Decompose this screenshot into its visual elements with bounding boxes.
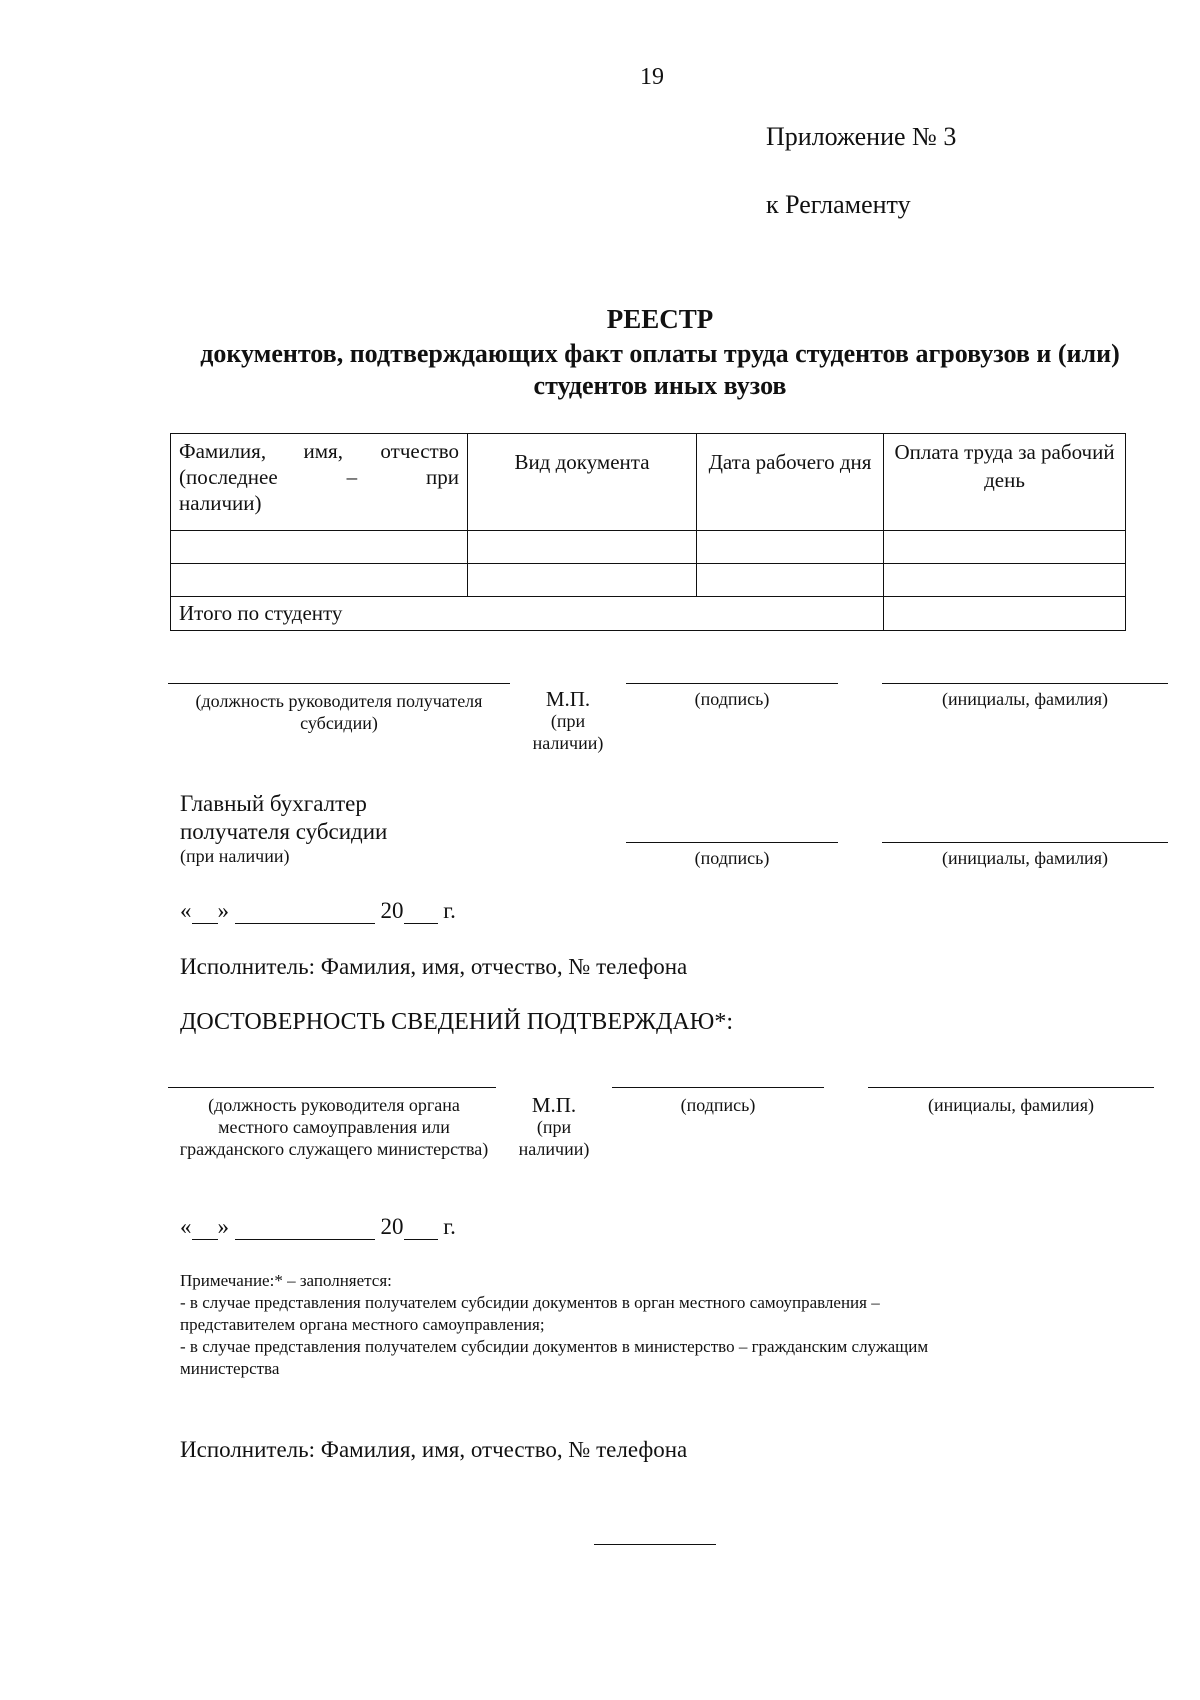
- confirm-heading: ДОСТОВЕРНОСТЬ СВЕДЕНИЙ ПОДТВЕРЖДАЮ*:: [180, 1009, 734, 1035]
- position-caption: (должность руководителя получателя субсидии): [195, 691, 483, 733]
- footnote-line: - в случае представления получателем субсидии документов в министерство – гражданским служащим: [180, 1337, 929, 1356]
- signature-caption: (подпись): [694, 689, 770, 709]
- table-cell[interactable]: [884, 564, 1126, 597]
- date-open-quote: «: [180, 898, 192, 923]
- executor-line-2: Исполнитель: Фамилия, имя, отчество, № телефона: [180, 1437, 688, 1462]
- stamp-label-2: М.П.: [531, 1093, 577, 1117]
- header-full-name-line3: наличии): [179, 491, 262, 515]
- table-cell[interactable]: [171, 564, 468, 597]
- chief-accountant-line2: получателя субсидии: [180, 819, 388, 844]
- header-work-date: Дата рабочего дня: [697, 434, 884, 531]
- month-input[interactable]: [235, 901, 375, 924]
- chief-accountant-note: (при наличии): [180, 846, 290, 866]
- date-close-quote: »: [217, 898, 229, 923]
- closing-rule: [594, 1544, 716, 1545]
- date-close-quote: »: [217, 1214, 229, 1239]
- footnote: [180, 1270, 1170, 1380]
- footnote-line: - в случае представления получателем субсидии документов в орган местного самоуправления –: [180, 1293, 880, 1312]
- header-full-name-line1: Фамилия, имя, отчество: [179, 439, 459, 463]
- year-suffix: г.: [443, 898, 456, 923]
- month-input-2[interactable]: [235, 1217, 375, 1240]
- executor-line-1: Исполнитель: Фамилия, имя, отчество, № телефона: [180, 954, 688, 979]
- official-position-line[interactable]: [168, 1087, 496, 1088]
- year-prefix: 20: [380, 1214, 404, 1239]
- header-full-name: [171, 434, 468, 531]
- official-name-line[interactable]: [868, 1087, 1154, 1088]
- accountant-signature-caption: (подпись): [694, 848, 770, 868]
- table-cell[interactable]: [468, 531, 697, 564]
- signature-line[interactable]: [626, 683, 838, 684]
- table-cell[interactable]: [468, 564, 697, 597]
- annex-reference: к Регламенту: [766, 190, 911, 219]
- date-open-quote: «: [180, 1214, 192, 1239]
- stamp-note-2: (при наличии): [518, 1117, 590, 1159]
- year-input[interactable]: [404, 901, 438, 924]
- name-line[interactable]: [882, 683, 1168, 684]
- header-document-type: Вид документа: [468, 434, 697, 531]
- chief-accountant-line1: Главный бухгалтер: [180, 791, 367, 816]
- stamp-note: (при наличии): [532, 711, 604, 753]
- footnote-line: Примечание:* – заполняется:: [180, 1271, 392, 1290]
- page-number: 19: [640, 64, 664, 90]
- stamp-place-2: [506, 1094, 602, 1160]
- stamp-place: [520, 688, 616, 754]
- accountant-name-caption: (инициалы, фамилия): [942, 848, 1108, 868]
- table-total-row: [171, 597, 1126, 631]
- date-field-2: [180, 1214, 456, 1240]
- table-cell[interactable]: [697, 531, 884, 564]
- official-name-caption: (инициалы, фамилия): [928, 1095, 1094, 1115]
- accountant-signature-line[interactable]: [626, 842, 838, 843]
- table-row: [171, 564, 1126, 597]
- document-subtitle: документов, подтверждающих факт оплаты труда студентов агровузов и (или) студентов иных вузов: [200, 339, 1120, 400]
- annex-label: Приложение № 3: [766, 122, 957, 151]
- total-label: Итого по студенту: [171, 597, 884, 631]
- year-prefix: 20: [380, 898, 404, 923]
- stamp-label: М.П.: [545, 687, 591, 711]
- date-field: [180, 898, 456, 924]
- day-input-2[interactable]: [192, 1217, 218, 1240]
- table-cell[interactable]: [171, 531, 468, 564]
- accountant-name-line[interactable]: [882, 842, 1168, 843]
- table-header-row: [171, 434, 1126, 531]
- table-cell[interactable]: [697, 564, 884, 597]
- total-value-cell[interactable]: [884, 597, 1126, 631]
- official-signature-line[interactable]: [612, 1087, 824, 1088]
- year-suffix: г.: [443, 1214, 456, 1239]
- name-caption: (инициалы, фамилия): [942, 689, 1108, 709]
- document-title: РЕЕСТР: [606, 304, 714, 334]
- position-signature-line[interactable]: [168, 683, 510, 684]
- header-full-name-line2: (последнее – при: [179, 465, 459, 489]
- header-daily-pay: Оплата труда за рабочий день: [884, 434, 1126, 531]
- footnote-line: министерства: [180, 1359, 280, 1378]
- day-input[interactable]: [192, 901, 218, 924]
- table-row: [171, 531, 1126, 564]
- year-input-2[interactable]: [404, 1217, 438, 1240]
- official-position-caption: (должность руководителя органа местного самоуправления или гражданского служащего министерства): [179, 1095, 489, 1159]
- registry-table: [170, 433, 1126, 631]
- official-signature-caption: (подпись): [680, 1095, 756, 1115]
- footnote-line: представителем органа местного самоуправления;: [180, 1315, 545, 1334]
- table-cell[interactable]: [884, 531, 1126, 564]
